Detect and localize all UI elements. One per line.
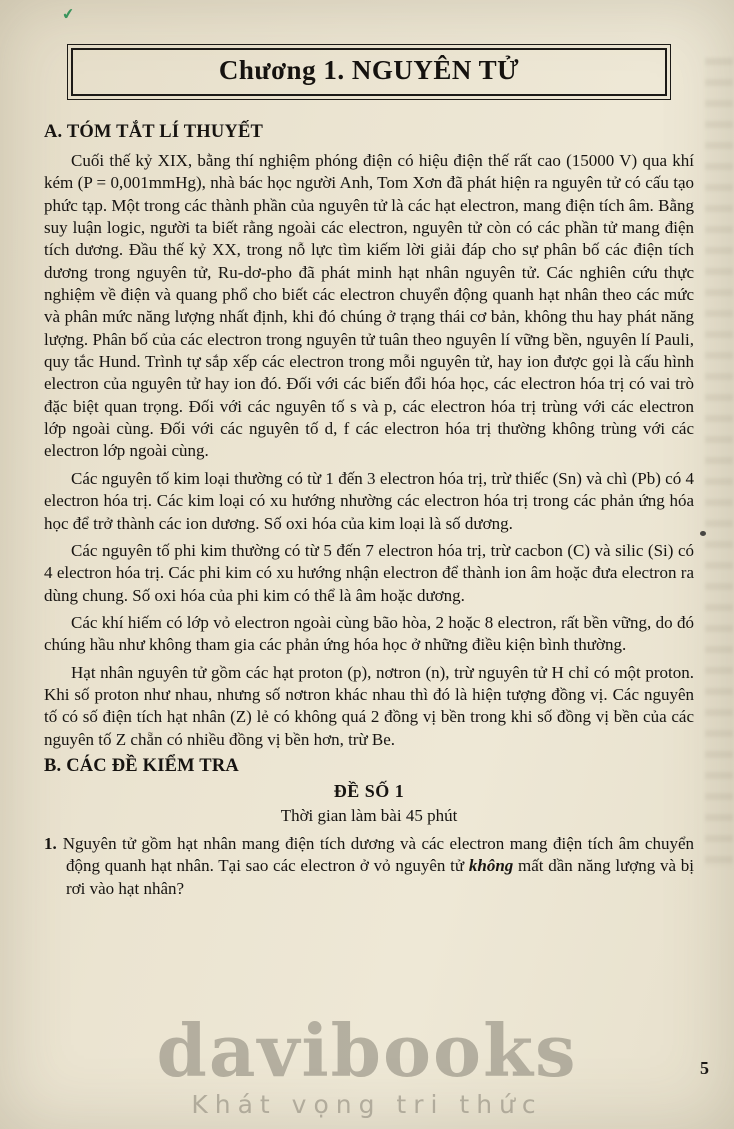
theory-paragraph-5: Hạt nhân nguyên tử gồm các hạt proton (p), nơtron (n), trừ nguyên tử H chỉ có một proton. Khi số proton như nhau, nhưng số nơtron khác nhau thì đó là hiện tượng đồng vị. Các nguyên tố có số điện tích hạt nhân (Z) lẻ có không quá 2 đồng vị bền trong khi số đồng vị bền của các nguyên tố Z chẵn có nhiều đồng vị bền hơn, trừ Be.: [44, 662, 694, 749]
watermark-subtitle: Khát vọng tri thức: [191, 1090, 543, 1119]
ink-dot-artifact: [700, 531, 706, 536]
question-1-text-after: mất dần năng lượng và bị rơi vào hạt nhân?: [66, 856, 695, 898]
scan-mark-icon: ✔: [60, 4, 76, 24]
question-1-text-before: Nguyên tử gồm hạt nhân mang điện tích dương và các electron mang điện tích âm chuyển động quanh hạt nhân. Tại sao các electron ở vỏ nguyên tử: [62, 833, 694, 876]
theory-paragraph-1: Cuối thế kỷ XIX, bằng thí nghiệm phóng điện có hiệu điện thế rất cao (15000 V) qua khí kém (P = 0,001mmHg), nhà bác học người Anh, Tom Xơn đã phát hiện ra nguyên tử có cấu tạo phức tạp. Một trong các thành phần của nguyên tử là các hạt electron, mang điện tích âm. Bằng suy luận logic, người ta biết rằng ngoài các electron, nguyên tử còn có các phần tử mang điện tích dương. Đầu thế kỷ XX, trong nỗ lực tìm kiếm lời giải đáp cho sự phân bố các điện tích dương trong nguyên tử, Ru-dơ-pho đã phát minh hạt nhân nguyên tử. Các nghiên cứu thực nghiệm về điện và quang phổ cho biết các electron chuyển động quanh hạt nhân theo các mức và phân mức năng lượng nhất định, khi đó chúng ở trạng thái cơ bản, không thu hay phát năng lượng. Phân bố của các electron trong nguyên tử tuân theo nguyên lí vững bền, nguyên lí Pauli, quy tắc Hund. Trình tự sắp xếp các electron trong mỗi nguyên tử, hay ion được gọi là cấu hình electron của nguyên tử hay ion đó. Đối với các biến đổi hóa học, các electron hóa trị có vai trò đặc biệt quan trọng. Đối với các nguyên tố s và p, các electron hóa trị trùng với các electron lớp ngoài cùng. Đối với các nguyên tố d, f các electron hóa trị thường không trùng với các electron lớp ngoài cùng.: [44, 151, 694, 461]
watermark-title: davibooks: [156, 1008, 578, 1093]
test-title: ĐỀ SỐ 1: [333, 780, 405, 801]
question-1-emphasis: không: [468, 856, 514, 876]
question-1: [44, 833, 694, 900]
watermark: [0, 1008, 734, 1119]
chapter-title-box: [67, 44, 671, 100]
theory-paragraph-3: Các nguyên tố phi kim thường có từ 5 đến 7 electron hóa trị, trừ cacbon (C) và silic (Si) có 4 electron hóa trị. Các phi kim có xu hướng nhận electron để thành ion âm hoặc đưa electron ra dùng chung. Số oxi hóa của phi kim có thể là âm hoặc dương.: [44, 540, 694, 605]
question-1-number: 1.: [44, 833, 57, 853]
section-a-heading: A. TÓM TẮT LÍ THUYẾT: [44, 122, 264, 142]
theory-paragraph-2: Các nguyên tố kim loại thường có từ 1 đến 3 electron hóa trị, trừ thiếc (Sn) và chì (Pb) có 4 electron hóa trị. Các kim loại có xu hướng nhường các electron hóa trị trong các phản ứng hóa học để trở thành các ion dương. Số oxi hóa của kim loại là số dương.: [44, 468, 694, 533]
page-bleed-artifact: [705, 58, 733, 868]
chapter-title-box-inner: [71, 48, 667, 96]
section-b-heading: B. CÁC ĐỀ KIỂM TRA: [44, 755, 239, 776]
page-number: 5: [700, 1058, 709, 1078]
test-duration: Thời gian làm bài 45 phút: [280, 805, 458, 825]
chapter-title: Chương 1. NGUYÊN TỬ: [218, 55, 520, 85]
theory-paragraph-4: Các khí hiếm có lớp vỏ electron ngoài cùng bão hòa, 2 hoặc 8 electron, rất bền vững, do đó chúng hầu như không tham gia các phản ứng hóa học ở những điều kiện bình thường.: [44, 612, 694, 655]
